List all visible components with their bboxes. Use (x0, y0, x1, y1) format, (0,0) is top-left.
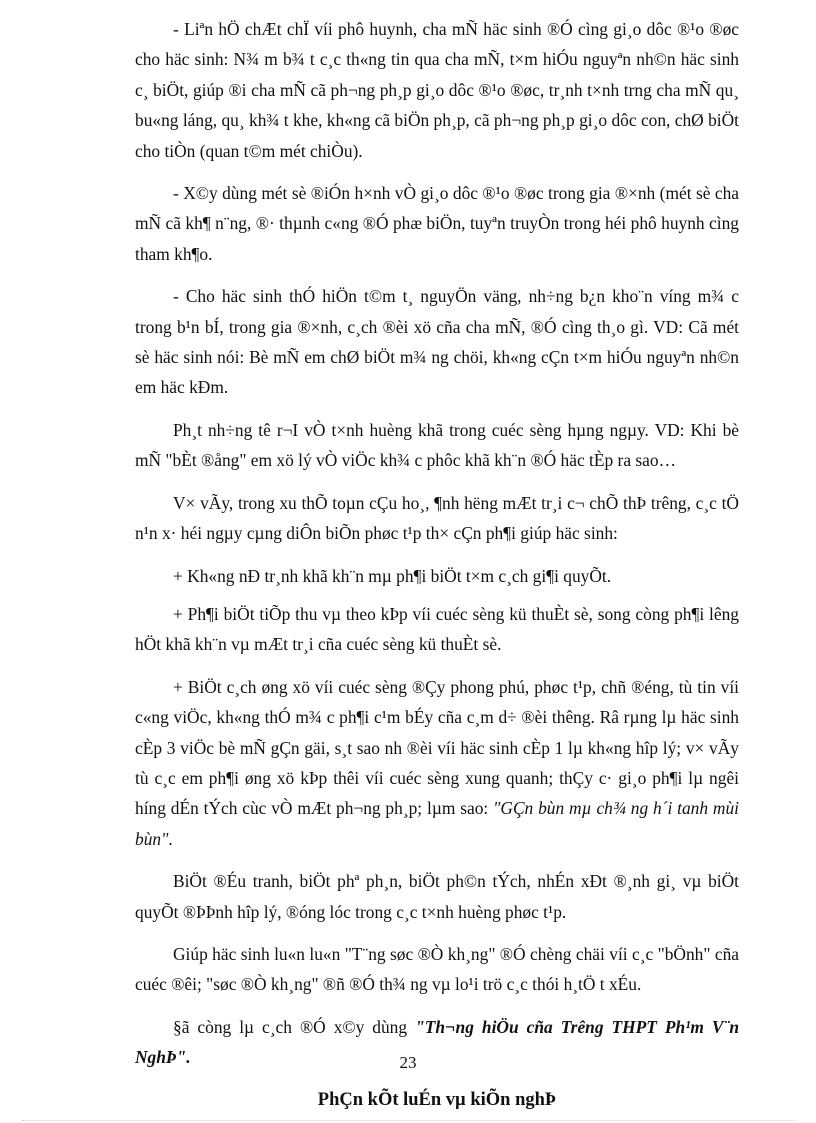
proverb-suffix: . (168, 828, 173, 849)
paragraph-resistance: Giúp häc sinh lu«n lu«n "T¨ng søc ®Ò kh¸ng" ®Ó chèng chäi víi c¸c "bÖnh" cña cuéc ®êi; "søc ®Ò kh¸ng" ®ñ ®Ó th¾ ng vµ lo¹i trö c¸c thói h¸tÖ t xÉu. (135, 943, 739, 995)
paragraph-globalization: V× vÃy, trong xu thÕ toµn cÇu ho¸, ¶nh hëng mÆt tr¸i c¬ chÕ thÞ trêng, c¸c tÖ n¹n x· héi ngµy cµng diÔn biÕn phøc t¹p th× cÇn ph¶i giúp häc sinh: (135, 492, 739, 544)
school-brand-title: "Th¬ng hiÖu cña Trêng THPT Ph¹m V¨n NghÞ". (135, 1016, 739, 1068)
bottom-divider (22, 1120, 794, 1121)
page-number: 23 (399, 1053, 417, 1072)
paragraph-student-wishes: - Cho häc sinh thÓ hiÖn t©m t¸ nguyÖn väng, nh÷ng b¿n kho¨n víng m¾ c trong b¹n bÍ, trong gia ®×nh, c¸ch ®èi xö cña cha mÑ, ®Ó cìng th¸o gì. VD: Cã mét sè häc sinh nói: Bè mÑ em chØ biÖt m¾ ng chöi, kh«ng cÇn t×m hiÓu nguyªn nh©n em häc kÐm. (135, 286, 739, 398)
paragraph-social-evils: Ph¸t nh÷ng tê r¬I vÒ t×nh huèng khã trong cuéc sèng hµng ngµy. VD: Khi bè mÑ "bÈt ®ång" em xö lý vÒ viÖc kh¾ c phôc khã kh¨n ®Ó häc tÈp ra sao… (135, 419, 739, 471)
section-heading-conclusion: PhÇn kÕt luÉn vµ kiÕn nghÞ (317, 1089, 557, 1110)
document-body (135, 14, 739, 1115)
life-skills-prefix: lµm sao: (427, 798, 494, 819)
paragraph-parent-contact: - Liªn hÖ chÆt chÏ víi phô huynh, cha mÑ häc sinh ®Ó cìng gi¸o dôc ®¹o ®øc cho häc sinh: N¾ m b¾ t c¸c th«ng tin qua cha mÑ, t×m hiÓu nguyªn nh©n häc sinh c¸ biÖt, giúp ®i cha mÑ cã ph¬ng ph¸p gi¸o dôc ®¹o ®øc, tr¸nh t×nh trng cha mÑ qu¸ bu«ng láng, qu¸ kh¾ t khe, kh«ng cã biÖn ph¸p, cã ph¬ng ph¸p gi¸o dôc con, chØ biÖt cho tiÒn (quan t©m mét chiÒu). (135, 19, 739, 161)
list-item-digital-life: + Ph¶i biÖt tiÕp thu vµ theo kÞp víi cuéc sèng kü thuÈt sè, song còng ph¶i lêng hÖt khã kh¨n vµ mÆt tr¸i cña cuéc sèng kü thuÈt sè. (135, 603, 739, 655)
paragraph-critical-thinking: BiÖt ®Éu tranh, biÖt phª ph¸n, biÖt ph©n tÝch, nhÉn xÐt ®¸nh gi¸ vµ biÖt quyÕt ®ÞÞnh hîp lý, ®óng lóc trong c¸c t×nh huèng phøc t¹p. (135, 871, 739, 922)
life-skills-text: + BiÖt c¸ch øng xö víi cuéc sèng ®Çy phong phú, phøc t¹p, chñ ®éng, tù tin víi c«ng viÖc, kh«ng thÓ m¾ c ph¶i c¹m bÉy cña c¸m d÷ ®èi thêng. Râ rµng lµ häc sinh cÈp 3 viÖc bè mÑ gÇn gäi, s¸t sao nh ®èi víi häc sinh cÈp 1 lµ kh«ng hîp lý; v× vÃy tù c¸c em ph¶i øng xö kÞp thêi víi cuéc sèng xung quanh; thÇy c· gi¸o ph¶i lµ ngêi híng dÉn tÝch cùc vÒ mÆt ph¬ng ph¸p; (135, 676, 739, 819)
paragraph-model-families: - X©y dùng mét sè ®iÓn h×nh vÒ gi¸o dôc ®¹o ®øc trong gia ®×nh (mét sè cha mÑ cã kh¶ n¨ng, ®· thµnh c«ng ®Ó phæ biÖn, tuyªn truyÒn trong héi phô huynh cìng tham kh¶o. (135, 183, 739, 264)
brand-building-text: §ã còng lµ c¸ch ®Ó x©y dùng (173, 1016, 416, 1037)
list-item-life-skills (135, 672, 739, 854)
list-item-difficulties: + Kh«ng nÐ tr¸nh khã kh¨n mµ ph¶i biÖt t×m c¸ch gi¶i quyÕt. (173, 565, 612, 586)
proverb-quote: "GÇn bùn mµ ch¾ ng h´i tanh mùi bùn" (135, 798, 739, 849)
